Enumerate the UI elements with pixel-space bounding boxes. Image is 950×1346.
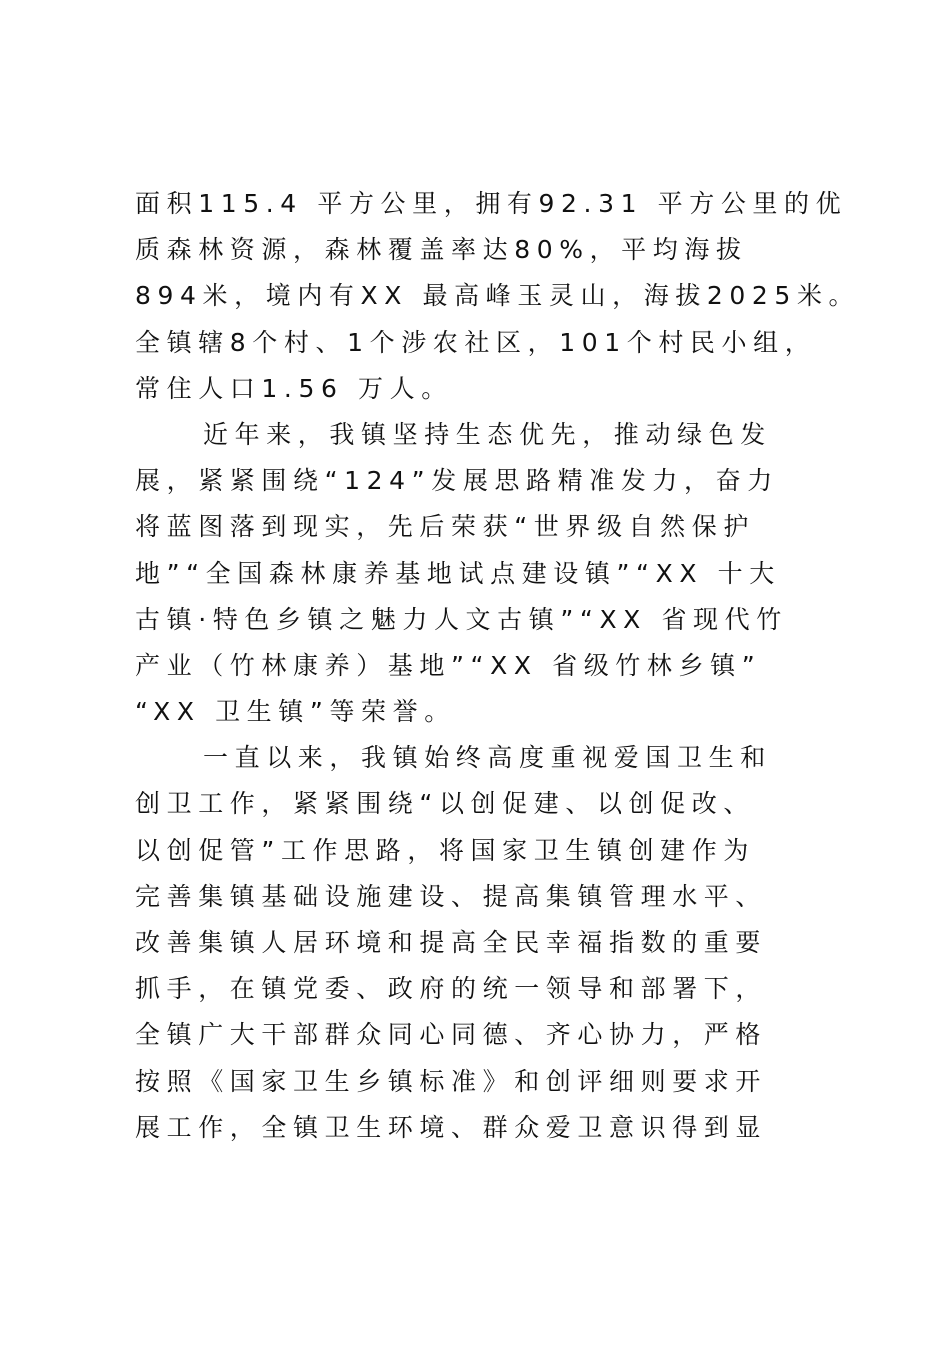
paragraph-3-line-6: 抓手，在镇党委、政府的统一领导和部署下， xyxy=(135,974,768,1004)
paragraph-3-line-9: 展工作，全镇卫生环境、群众爱卫意识得到显 xyxy=(135,1112,768,1142)
paragraph-3-line-8: 按照《国家卫生乡镇标准》和创评细则要求开 xyxy=(135,1066,768,1096)
paragraph-3-line-1: 一直以来，我镇始终高度重视爱国卫生和 xyxy=(203,743,772,773)
paragraph-3-line-4: 完善集镇基础设施建设、提高集镇管理水平、 xyxy=(135,881,768,911)
paragraph-2-line-3: 将蓝图落到现实，先后荣获“世界级自然保护 xyxy=(135,512,755,542)
paragraph-3-line-5: 改善集镇人居环境和提高全民幸福指数的重要 xyxy=(135,928,768,957)
paragraph-1-line-5: 常住人口1.56 万人。 xyxy=(135,373,453,403)
paragraph-2-line-4: 地”“全国森林康养基地试点建设镇”“XX 十大 xyxy=(135,558,781,588)
paragraph-1-line-3: 894米，境内有XX 最高峰玉灵山，海拔2025米。 xyxy=(135,281,861,311)
paragraph-3-line-7: 全镇广大干部群众同心同德、齐心协力，严格 xyxy=(135,1020,768,1050)
paragraph-2-line-6: 产业（竹林康养）基地”“XX 省级竹林乡镇” xyxy=(135,650,762,680)
document-body xyxy=(135,181,861,1151)
paragraph-1-line-1: 面积115.4 平方公里，拥有92.31 平方公里的优 xyxy=(135,189,848,218)
paragraph-3-line-2: 创卫工作，紧紧围绕“以创促建、以创促改、 xyxy=(135,789,755,819)
paragraph-2-line-7: “XX 卫生镇”等荣誉。 xyxy=(135,697,456,727)
paragraph-2-line-2: 展，紧紧围绕“124”发展思路精准发力，奋力 xyxy=(135,466,779,496)
paragraph-2-line-1: 近年来，我镇坚持生态优先，推动绿色发 xyxy=(203,419,772,449)
paragraph-1-line-4: 全镇辖8个村、1个涉农社区，101个村民小组， xyxy=(135,327,817,357)
paragraph-2-line-5: 古镇·特色乡镇之魅力人文古镇”“XX 省现代竹 xyxy=(135,604,788,634)
paragraph-3-line-3: 以创促管”工作思路，将国家卫生镇创建作为 xyxy=(135,835,755,865)
paragraph-1-line-2: 质森林资源，森林覆盖率达80%，平均海拔 xyxy=(135,235,748,265)
